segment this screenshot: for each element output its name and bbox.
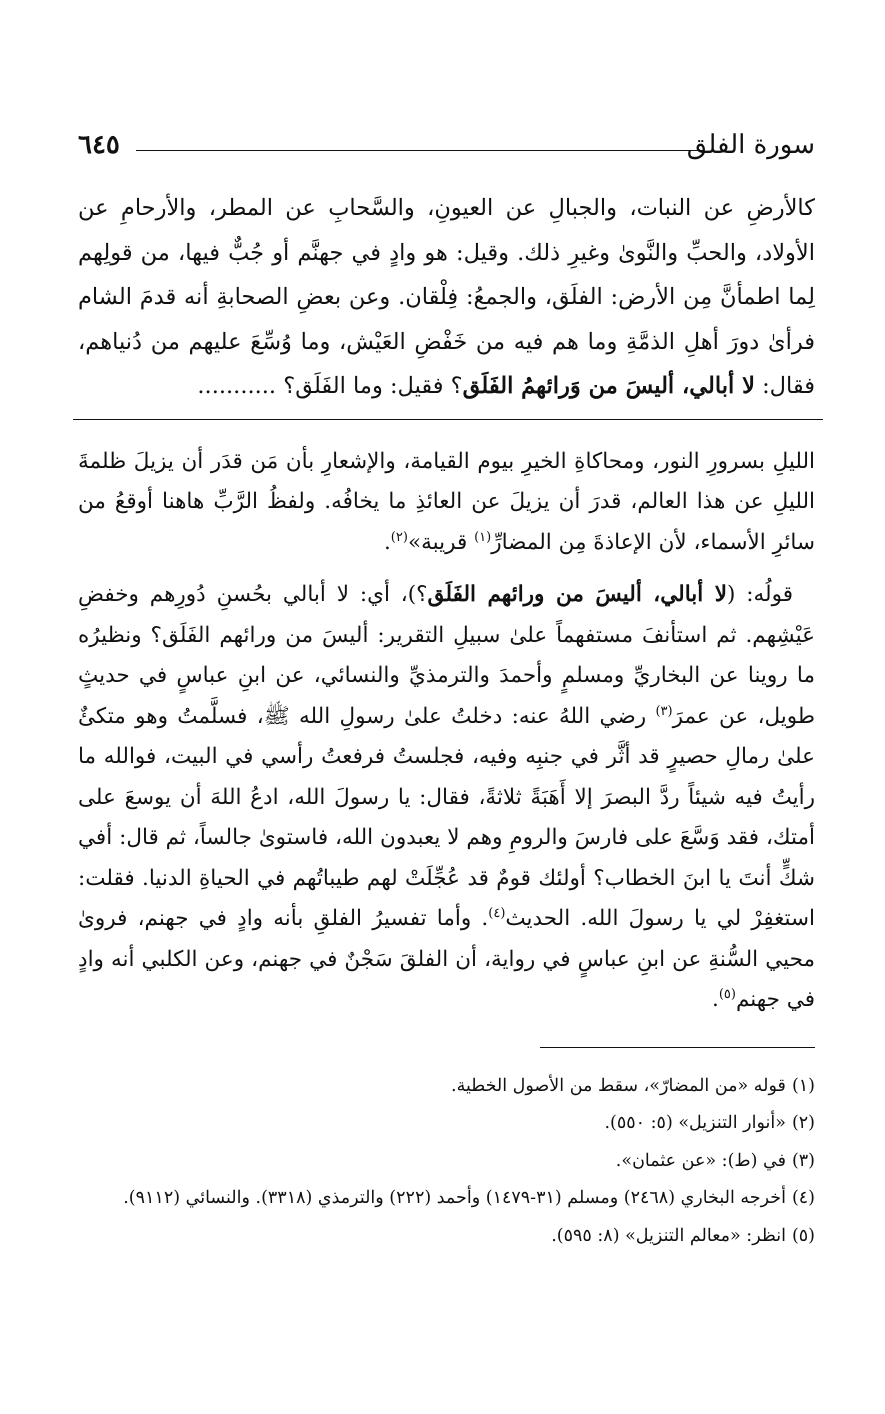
footnote-text: قوله «من المضارّ»، سقط من الأصول الخطية. (451, 1075, 786, 1096)
footnote-number: (٢) (791, 1113, 815, 1133)
footnote-1 (78, 1068, 815, 1106)
section-divider (73, 419, 823, 420)
page (78, 118, 815, 1255)
commentary-text: قولُه: ( (727, 582, 793, 607)
page-header (78, 118, 815, 174)
footnote-5 (78, 1218, 815, 1256)
ellipsis-dots: ........... (197, 373, 277, 399)
commentary-text: ؟)، أي: لا أبالي بحُسنِ دُورِهم وخفضِ عَيْشِهم. ثم استأنفَ مستفهماً علىٰ سبيلِ التقرير: أليسَ من ورائهم الفَلَق؟ ونظيرُه ما روينا عن البخاريِّ ومسلمٍ وأحمدَ والترمذيِّ والنسائي، عن ابنِ عباسٍ في حديثٍ طويل، عن عمرَ (78, 582, 815, 729)
commentary-paragraph-2 (78, 575, 815, 1021)
page-number: ٦٤٥ (78, 130, 120, 160)
footnote-ref-4: (٤) (488, 905, 506, 921)
commentary-text: . وأما تفسيرُ الفلقِ بأنه وادٍ في جهنم، فروىٰ محيي السُّنةِ عن ابنِ عباسٍ في رواية، أن الفلقَ سَجْنٌ في جهنم، وعن الكلبي أنه وادٍ في جهنم (78, 906, 815, 1012)
footnote-text: في (ط): «عن عثمان». (615, 1150, 786, 1171)
header-rule (136, 150, 705, 151)
commentary-quote: لا أبالي، أليسَ من ورائهم الفَلَق (427, 582, 728, 607)
footnote-text: «أنوار التنزيل» (٥: ٥٥٠). (604, 1113, 786, 1133)
commentary (78, 442, 815, 1021)
footnote-ref-5: (٥) (718, 986, 736, 1002)
main-text (78, 186, 815, 409)
footnote-4 (78, 1180, 815, 1218)
surah-title: سورة الفلق (686, 130, 815, 160)
footnote-3 (78, 1143, 815, 1181)
footnote-ref-2: (٢) (390, 529, 408, 545)
commentary-text: قريبة» (407, 529, 475, 555)
commentary-text: . (711, 987, 719, 1012)
footnote-ref-3: (٣) (655, 703, 673, 719)
commentary-text: الليلِ بسرورِ النور، ومحاكاةِ الخيرِ بيوم القيامة، والإشعارِ بأن مَن قدَر أن يزيلَ ظلمةَ الليلِ عن هذا العالم، قدرَ أن يزيلَ عن العائذِ ما يخافُه. ولفظُ الرَّبِّ هاهنا أوقعُ من سائرِ الأسماء، لأن الإعاذةَ مِن المضارِّ (78, 448, 815, 555)
main-text-part2: ؟ فقيل: وما الفَلَق؟ (283, 373, 463, 399)
footnote-number: (٤) (791, 1188, 815, 1208)
footnote-text: انظر: «معالم التنزيل» (٨: ٥٩٥). (551, 1225, 786, 1246)
footnote-divider (540, 1047, 815, 1048)
main-text-part1: كالأرضِ عن النبات، والجبالِ عن العيونِ، والسَّحابِ عن المطر، والأرحامِ عن الأولاد، والحبِّ والنَّوىٰ وغيرِ ذلك. وقيل: هو وادٍ في جهنَّم أو جُبٌّ فيها، من قولِهم لِما اطمأنَّ مِن الأرض: الفلَق، والجمعُ: فِلْقان. وعن بعضِ الصحابةِ أنه قدمَ الشام فرأىٰ دورَ أهلِ الذمَّةِ وما هم فيه من خَفْضِ العَيْش، وما وُسِّعَ عليهم من دُنياهم، فقال: (78, 195, 815, 399)
commentary-text: رضي اللهُ عنه: دخلتُ علىٰ رسولِ الله ﷺ، فسلَّمتُ وهو متكئٌ علىٰ رمالِ حصيرٍ قد أثَّر في جنبِه وفيه، فجلستُ فرفعتُ رأسي في البيت، فوالله ما رأيتُ فيه شيئاً ردَّ البصرَ إلا أَهَبَةً ثلاثةً، فقال: يا رسولَ الله، ادعُ اللهَ أن يوسعَ على أمتك، فقد وَسَّعَ على فارسَ والرومِ وهم لا يعبدون الله، فاستوىٰ جالساً، ثم قال: أفي شكٍّ أنتَ يا ابنَ الخطاب؟ أولئك قومٌ قد عُجِّلَتْ لهم طيباتُهم في الحياةِ الدنيا. فقلت: استغفِرْ لي يا رسولَ الله. الحديث (78, 703, 815, 931)
footnotes (78, 1068, 815, 1256)
footnote-2 (78, 1105, 815, 1143)
commentary-paragraph-1 (78, 442, 815, 564)
footnote-number: (٣) (791, 1150, 815, 1171)
main-text-quote: لا أبالي، أليسَ من وَرائهمُ الفَلَق (462, 373, 755, 399)
footnote-text: أخرجه البخاري (٢٤٦٨) ومسلم (٣١-١٤٧٩) وأحمد (٢٢٢) والترمذي (٣٣١٨). والنسائي (٩١١٢). (123, 1188, 786, 1208)
commentary-text: . (383, 529, 391, 555)
footnote-ref-1: (١) (474, 529, 492, 545)
footnote-number: (٥) (791, 1225, 815, 1246)
footnote-number: (١) (791, 1075, 815, 1096)
